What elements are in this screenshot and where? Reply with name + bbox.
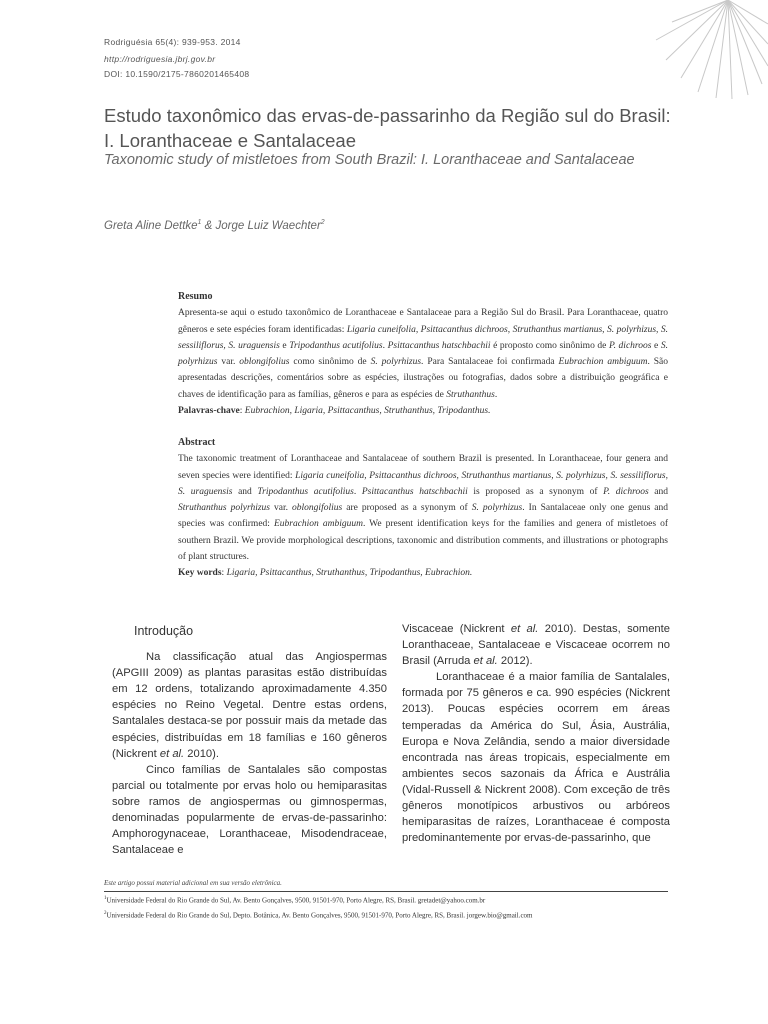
key-words-label: Key words bbox=[178, 568, 222, 579]
title-english: Taxonomic study of mistletoes from South Brazil: I. Loranthaceae and Santalaceae bbox=[104, 152, 635, 168]
author-2-affil: 2 bbox=[320, 219, 325, 226]
footnote-divider bbox=[104, 891, 668, 892]
title-portuguese bbox=[104, 103, 724, 153]
authors bbox=[104, 219, 325, 232]
keywords-label: Palavras-chave bbox=[178, 406, 240, 417]
resumo-keywords: Palavras-chave: Eubrachion, Ligaria, Psittacanthus, Struthanthus, Tripodanthus. bbox=[178, 406, 491, 417]
introduction-heading: Introdução bbox=[134, 624, 194, 638]
resumo-heading: Resumo bbox=[178, 291, 213, 302]
palm-leaf-logo bbox=[636, 0, 768, 100]
intro-paragraph-2: Cinco famílias de Santalales são compostas parcial ou totalmente por ervas holo ou hemiparasitas sobre ramos de angiospermas ou gimnospermas, denominadas popularmente de ervas-de-passarinho: Amphorogynaceae, Loranthaceae, Misodendraceae, Santalaceae e bbox=[112, 763, 387, 857]
abstract-heading: Abstract bbox=[178, 437, 216, 448]
abstract-keywords: Key words: Ligaria, Psittacanthus, Struthanthus, Tripodanthus, Eubrachion. bbox=[178, 568, 473, 579]
journal-citation: Rodriguésia 65(4): 939-953. 2014 bbox=[104, 37, 241, 47]
intro-paragraph-4: Loranthaceae é a maior família de Santalales, formada por 75 gêneros e ca. 990 espécies (Nickrent 2013). Poucas espécies ocorrem em áreas temperadas da América do Sul, Ásia, Austrália, Europa e Nova Zelândia, sendo a maior diversidade encontrada nas áreas tropicais, especialmente em ambientes secos sazonais da África e Austrália (Vidal-Russell & Nickrent 2008). Com exceção de três gêneros monotípicos arbustivos ou arbóreos hemiparasitas de raízes, Loranthaceae é composta predominantemente por ervas-de-passarinho, que bbox=[402, 671, 670, 845]
intro-paragraph-1: Na classificação atual das Angiospermas (APGIII 2009) as plantas parasitas estão distribuídas em 12 ordens, totalizando aproximadamente 4.350 espécies no Reino Vegetal. Dentre estas ordens, Santalales destaca-se por possuir mais da metade das espécies, distribuídas em 18 famílias e 160 gêneros (Nickrent et al. 2010). bbox=[112, 651, 387, 760]
author-1-affil: 1 bbox=[197, 219, 202, 226]
author-1: Greta Aline Dettke bbox=[104, 219, 198, 232]
keywords-list: Eubrachion, Ligaria, Psittacanthus, Struthanthus, Tripodanthus. bbox=[244, 406, 491, 417]
left-column bbox=[112, 621, 387, 858]
footnote-1: $^1$Universidade Federal do Rio Grande do Sul, Av. Bento Gonçalves, 9500, 91501-970, Porto Alegre, RS, Brasil. gretadet@yahoo.com.br bbox=[104, 896, 486, 905]
resumo-text: Apresenta-se aqui o estudo taxonômico de Loranthaceae e Santalaceae para a Região Sul do Brasil. Para Loranthaceae, quatro gêneros e sete espécies foram identificadas: Ligaria cuneifolia, Psittacanthus dichroos, Struthanthus martianus, S. polyrhizus, S. sessiliflorus, S. uraguensis e Tripodanthus acutifolius. Psittacanthus hatschbachii é proposto como sinônimo de P. dichroos e S. polyrhizus var. oblongifolius como sinônimo de S. polyrhizus. Para Santalaceae foi confirmada Eubrachion ambiguum. São apresentadas descrições, comentários sobre as espécies, ilustrações ou fotografias, dados sobre a distribuição geográfica e chaves de identificação para as famílias, gêneros e para as espécies de Struthanthus. bbox=[178, 308, 669, 400]
abstract-text: The taxonomic treatment of Loranthaceae and Santalaceae of southern Brazil is presented. In Loranthaceae, four genera and seven species were identified: Ligaria cuneifolia, Psittacanthus dichroos, Struthanthus martianus, S. polyrhizus, S. sessiliflorus, S. uraguensis and Tripodanthus acutifolius. Psittacanthus hatschbachii is proposed as a synonym of P. dichroos and Struthanthus polyrhizus var. oblongifolius are proposed as a synonym of S. polyrhizus. In Santalaceae only one genus and species was confirmed: Eubrachion ambiguum. We present identification keys for the families and genera of mistletoes of southern Brazil. We provide morphological descriptions, taxonomic and distribution comments, and illustrations or photographs of plant structures. bbox=[178, 454, 669, 563]
resumo-section bbox=[178, 289, 668, 419]
author-separator: & bbox=[201, 219, 216, 232]
abstract-section bbox=[178, 435, 668, 582]
supplementary-note: Este artigo possui material adicional em sua versão eletrônica. bbox=[104, 879, 282, 887]
footnote-2: $^2$Universidade Federal do Rio Grande do Sul, Depto. Botânica, Av. Bento Gonçalves, 9500, 91501-970, Porto Alegre, RS, Brasil. jorgew.bio@gmail.com bbox=[104, 911, 533, 920]
right-column bbox=[402, 621, 670, 846]
author-2: Jorge Luiz Waechter bbox=[215, 219, 321, 232]
title-pt-line2: I. Loranthaceae e Santalaceae bbox=[104, 130, 356, 151]
key-words-list: Ligaria, Psittacanthus, Struthanthus, Tripodanthus, Eubrachion. bbox=[226, 568, 473, 579]
journal-url[interactable]: http://rodriguesia.jbrj.gov.br bbox=[104, 54, 216, 64]
title-pt-line1: Estudo taxonômico das ervas-de-passarinho da Região sul do Brasil: bbox=[104, 105, 671, 126]
doi[interactable]: DOI: 10.1590/2175-7860201465408 bbox=[104, 69, 250, 79]
intro-paragraph-3: Viscaceae (Nickrent et al. 2010). Destas, somente Loranthaceae, Santalaceae e Viscaceae ocorrem no Brasil (Arruda et al. 2012). bbox=[402, 623, 670, 668]
